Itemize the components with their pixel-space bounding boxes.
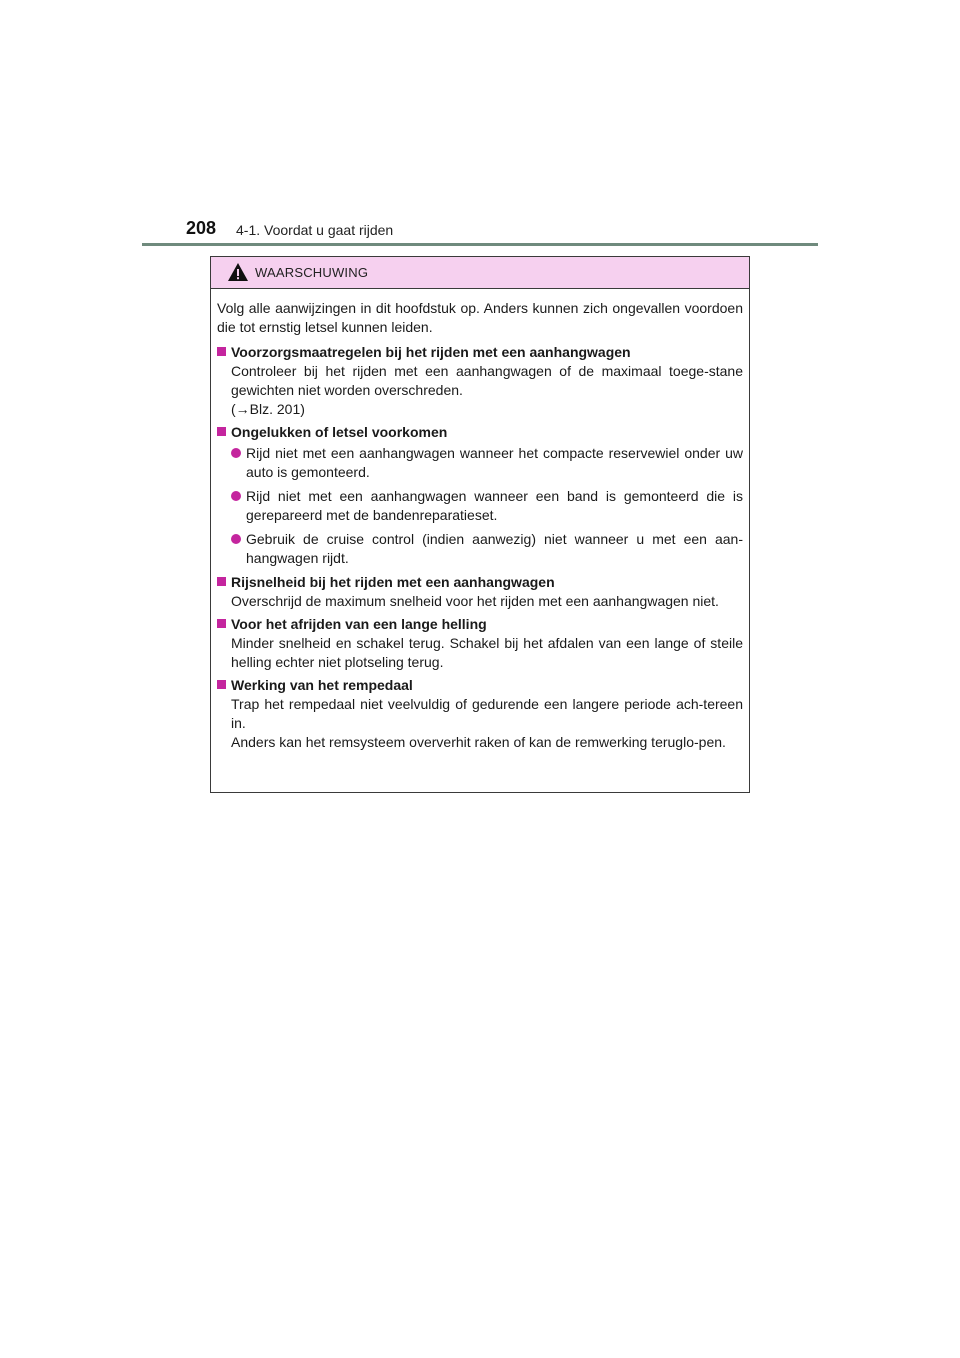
warning-label: WAARSCHUWING [255, 265, 369, 280]
section-text: Minder snelheid en schakel terug. Schakel bij het afdalen van een lange of steile helling echter niet plotseling terug. [231, 635, 743, 670]
list-item [217, 444, 743, 482]
section-title: 4-1. Voordat u gaat rijden [236, 222, 394, 238]
section-text: Overschrijd de maximum snelheid voor het rijden met een aanhangwagen niet. [231, 593, 719, 609]
square-bullet-icon [217, 577, 226, 586]
list-item-text: Rijd niet met een aanhangwagen wanneer een band is gemonteerd die is gerepareerd met de bandenreparatieset. [246, 488, 743, 523]
warning-intro: Volg alle aanwijzingen in dit hoofdstuk op. Anders kunnen zich ongevallen voordoen die tot ernstig letsel kunnen leiden. [217, 300, 743, 335]
round-bullet-icon [231, 491, 241, 501]
section-heading: Rijsnelheid bij het rijden met een aanhangwagen [231, 574, 555, 590]
section-heading: Werking van het rempedaal [231, 677, 413, 693]
warning-body [211, 289, 749, 752]
section-trailer-precautions [217, 343, 743, 419]
section-heading: Voorzorgsmaatregelen bij het rijden met een aanhangwagen [231, 344, 631, 360]
section-brake-pedal [217, 676, 743, 752]
square-bullet-icon [217, 427, 226, 436]
section-long-slope [217, 615, 743, 672]
list-item-text: Rijd niet met een aanhangwagen wanneer het compacte reservewiel onder uw auto is gemonteerd. [246, 445, 743, 480]
list-item [217, 530, 743, 568]
warning-triangle-icon [227, 262, 249, 282]
square-bullet-icon [217, 680, 226, 689]
section-text: Controleer bij het rijden met een aanhangwagen of de maximaal toege-stane gewichten niet worden overschreden. [231, 363, 743, 398]
page-reference: (→Blz. 201) [231, 401, 305, 417]
page-number: 208 [186, 218, 217, 238]
section-speed [217, 573, 743, 611]
arrow-right-icon: → [235, 401, 250, 417]
list-item-text: Gebruik de cruise control (indien aanwezig) niet wanneer u met een aan-hangwagen rijdt. [246, 531, 743, 566]
round-bullet-icon [231, 534, 241, 544]
square-bullet-icon [217, 347, 226, 356]
warning-box [210, 256, 750, 793]
section-heading: Ongelukken of letsel voorkomen [231, 424, 448, 440]
header-rule [142, 243, 818, 246]
section-prevent-accidents [217, 423, 743, 568]
page-reference-text: Blz. 201 [249, 401, 301, 417]
square-bullet-icon [217, 619, 226, 628]
list-item [217, 487, 743, 525]
section-text-continued: Anders kan het remsysteem oververhit raken of kan de remwerking teruglo-pen. [231, 734, 726, 750]
round-bullet-icon [231, 448, 241, 458]
section-text: Trap het rempedaal niet veelvuldig of gedurende een langere periode ach-tereen in. [231, 696, 743, 731]
warning-header [211, 257, 749, 289]
section-heading: Voor het afrijden van een lange helling [231, 616, 487, 632]
